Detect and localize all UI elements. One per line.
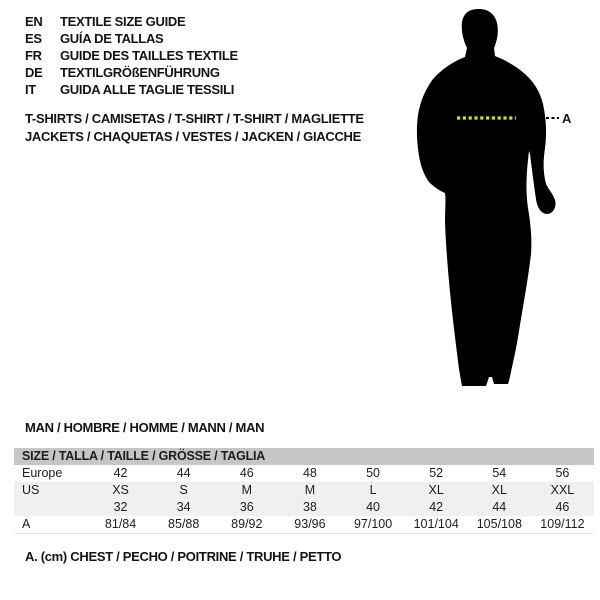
table-cell: 46 <box>239 466 254 480</box>
table-cell: 54 <box>492 466 507 480</box>
language-row-es <box>25 30 238 47</box>
measure-label-a: A <box>562 111 572 126</box>
table-cell: 40 <box>366 500 381 514</box>
row-label: A <box>22 517 31 531</box>
row-label: US <box>22 483 40 497</box>
table-cell: 81/84 <box>104 517 137 531</box>
language-row-de <box>25 64 238 81</box>
category-jackets: JACKETS / CHAQUETAS / VESTES / JACKEN / GIACCHE <box>25 129 361 144</box>
table-cell: M <box>304 483 316 497</box>
table-cell: 42 <box>113 466 128 480</box>
language-list <box>25 13 238 98</box>
language-code: FR <box>25 48 42 63</box>
garment-categories <box>25 110 364 146</box>
man-silhouette-shape <box>417 9 556 386</box>
row-label: Europe <box>22 466 63 480</box>
size-table-header: SIZE / TALLA / TAILLE / GRÖSSE / TAGLIA <box>14 448 594 465</box>
table-cell: XL <box>491 483 507 497</box>
table-cell: 85/88 <box>168 517 200 531</box>
table-cell: 38 <box>302 500 317 514</box>
table-cell: 46 <box>555 500 570 514</box>
table-cell: 36 <box>239 500 254 514</box>
table-cell: L <box>369 483 377 497</box>
footnote-chest-measure: A. (cm) CHEST / PECHO / POITRINE / TRUHE / PETTO <box>25 549 342 564</box>
table-cell: 48 <box>302 466 317 480</box>
table-cell: S <box>179 483 188 497</box>
category-tshirts: T-SHIRTS / CAMISETAS / T-SHIRT / T-SHIRT / MAGLIETTE <box>25 111 364 126</box>
table-cell: M <box>241 483 253 497</box>
language-label: GUIDE DES TAILLES TEXTILE <box>60 48 238 63</box>
row-label <box>14 499 89 516</box>
table-cell: 105/108 <box>476 517 522 531</box>
table-cell: XXL <box>550 483 575 497</box>
language-code: ES <box>25 31 42 46</box>
table-cell: 50 <box>366 466 381 480</box>
table-row-europe <box>14 465 594 482</box>
table-cell: 44 <box>492 500 507 514</box>
section-title-man: MAN / HOMBRE / HOMME / MANN / MAN <box>25 420 265 435</box>
table-cell: 42 <box>429 500 444 514</box>
language-row-it <box>25 81 238 98</box>
table-cell: 93/96 <box>294 517 326 531</box>
table-cell: 32 <box>113 500 128 514</box>
language-row-en <box>25 13 238 30</box>
table-cell: XL <box>428 483 444 497</box>
language-code: IT <box>25 82 36 97</box>
language-code: EN <box>25 14 43 29</box>
table-cell: 101/104 <box>413 517 459 531</box>
table-cell: 109/112 <box>540 517 585 531</box>
table-cell: 89/92 <box>231 517 263 531</box>
table-row-us <box>14 482 594 499</box>
table-row-chest-cm <box>14 516 594 533</box>
table-cell: 52 <box>429 466 444 480</box>
table-cell: 34 <box>176 500 191 514</box>
table-cell: XS <box>112 483 129 497</box>
size-table <box>14 448 594 534</box>
language-label: TEXTILGRÖßENFÜHRUNG <box>60 65 220 80</box>
language-label: GUÍA DE TALLAS <box>60 31 164 46</box>
language-code: DE <box>25 65 43 80</box>
table-row-numeric <box>14 499 594 516</box>
language-row-fr <box>25 47 238 64</box>
table-cell: 44 <box>176 466 191 480</box>
table-cell: 56 <box>555 466 570 480</box>
man-silhouette <box>400 0 600 400</box>
table-cell: 97/100 <box>353 517 393 531</box>
language-label: TEXTILE SIZE GUIDE <box>60 14 186 29</box>
language-label: GUIDA ALLE TAGLIE TESSILI <box>60 82 235 97</box>
